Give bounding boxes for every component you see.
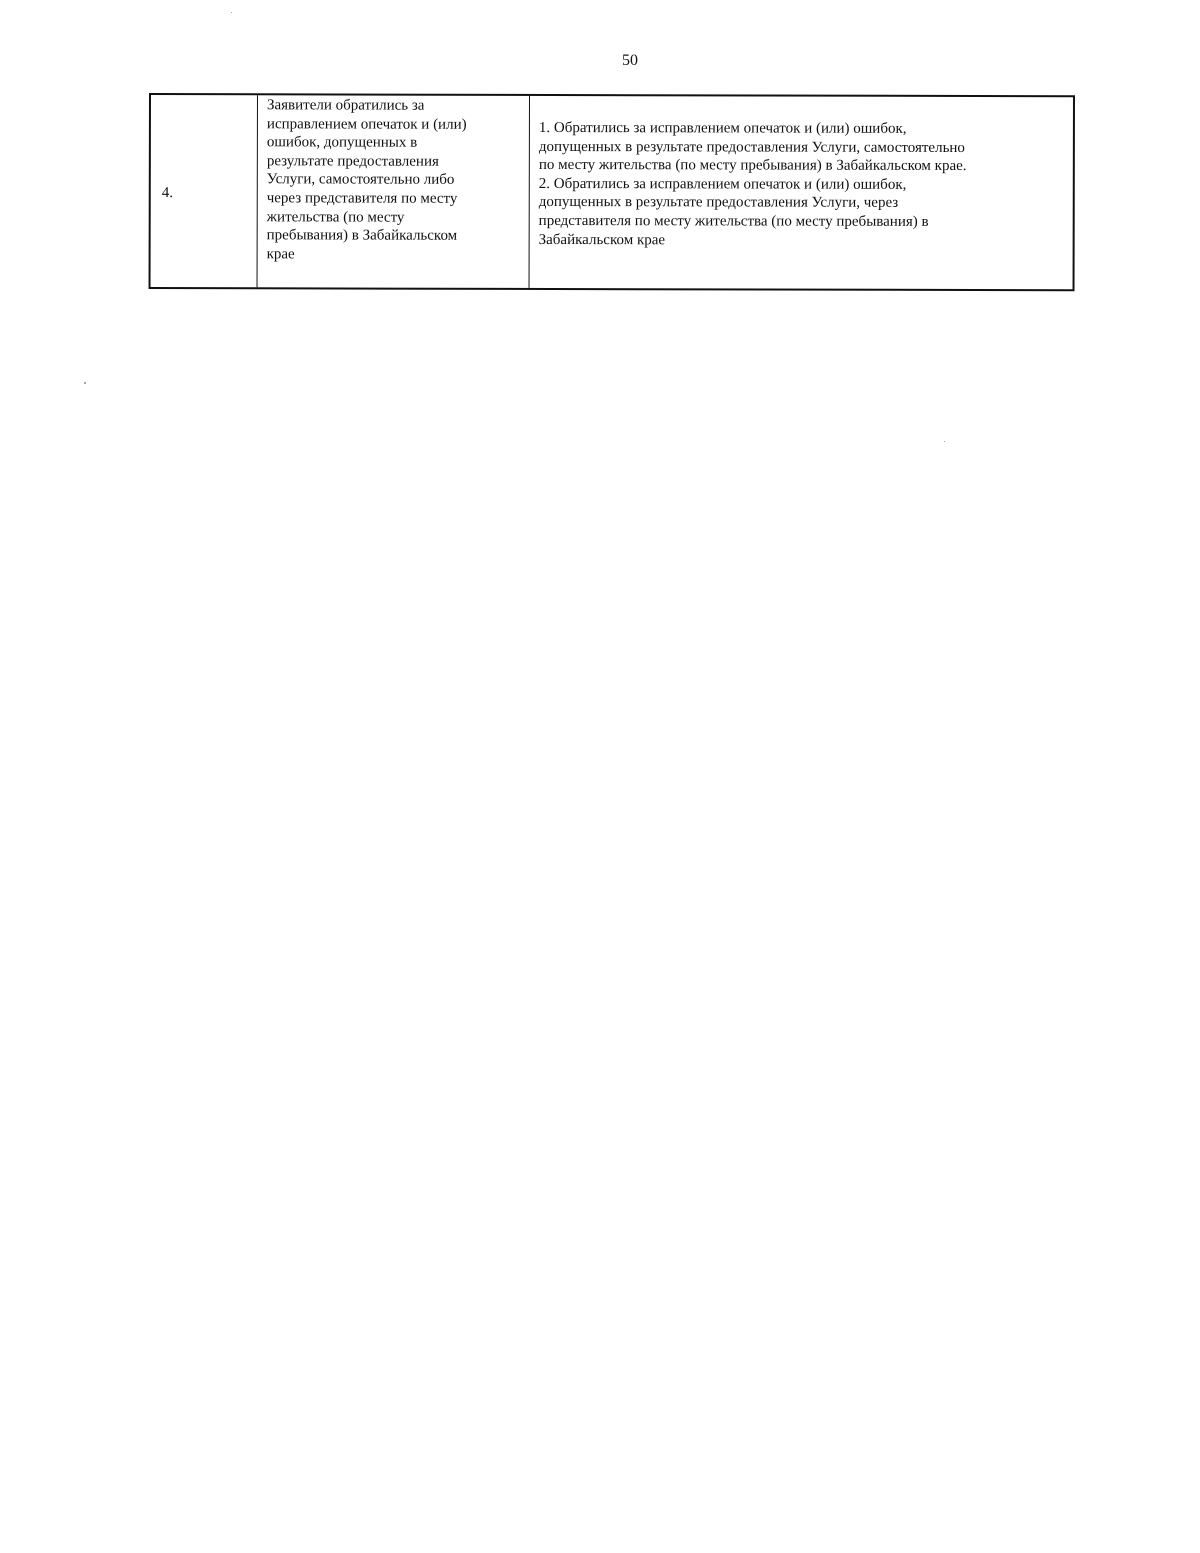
scan-speck (231, 12, 232, 13)
scan-speck (944, 441, 945, 442)
page-number: 50 (622, 52, 638, 69)
table-row (151, 95, 1073, 263)
row-criteria-cell: 1. Обратились за исправлением опечаток и (или) ошибок, допущенных в результате предоставления Услуги, самостоятельно по месту жительства (по месту пребывания) в Забайкальском крае. 2. Обратились за исправлением опечаток и (или) ошибок, допущенных в результате предоставления Услуги, через представителя по месту жительства (по месту пребывания) в Забайкальском крае (538, 119, 967, 248)
row-number-cell (151, 95, 258, 287)
row-number: 4. (161, 185, 174, 202)
row-description-cell: Заявители обратились за исправлением опечаток и (или) ошибок, допущенных в результате предоставления Услуги, самостоятельно либо через представителя по месту жительства (по месту пребывания) в Забайкальском крае (258, 95, 530, 288)
scan-speck (84, 382, 86, 384)
applicant-variants-table (149, 93, 1075, 291)
